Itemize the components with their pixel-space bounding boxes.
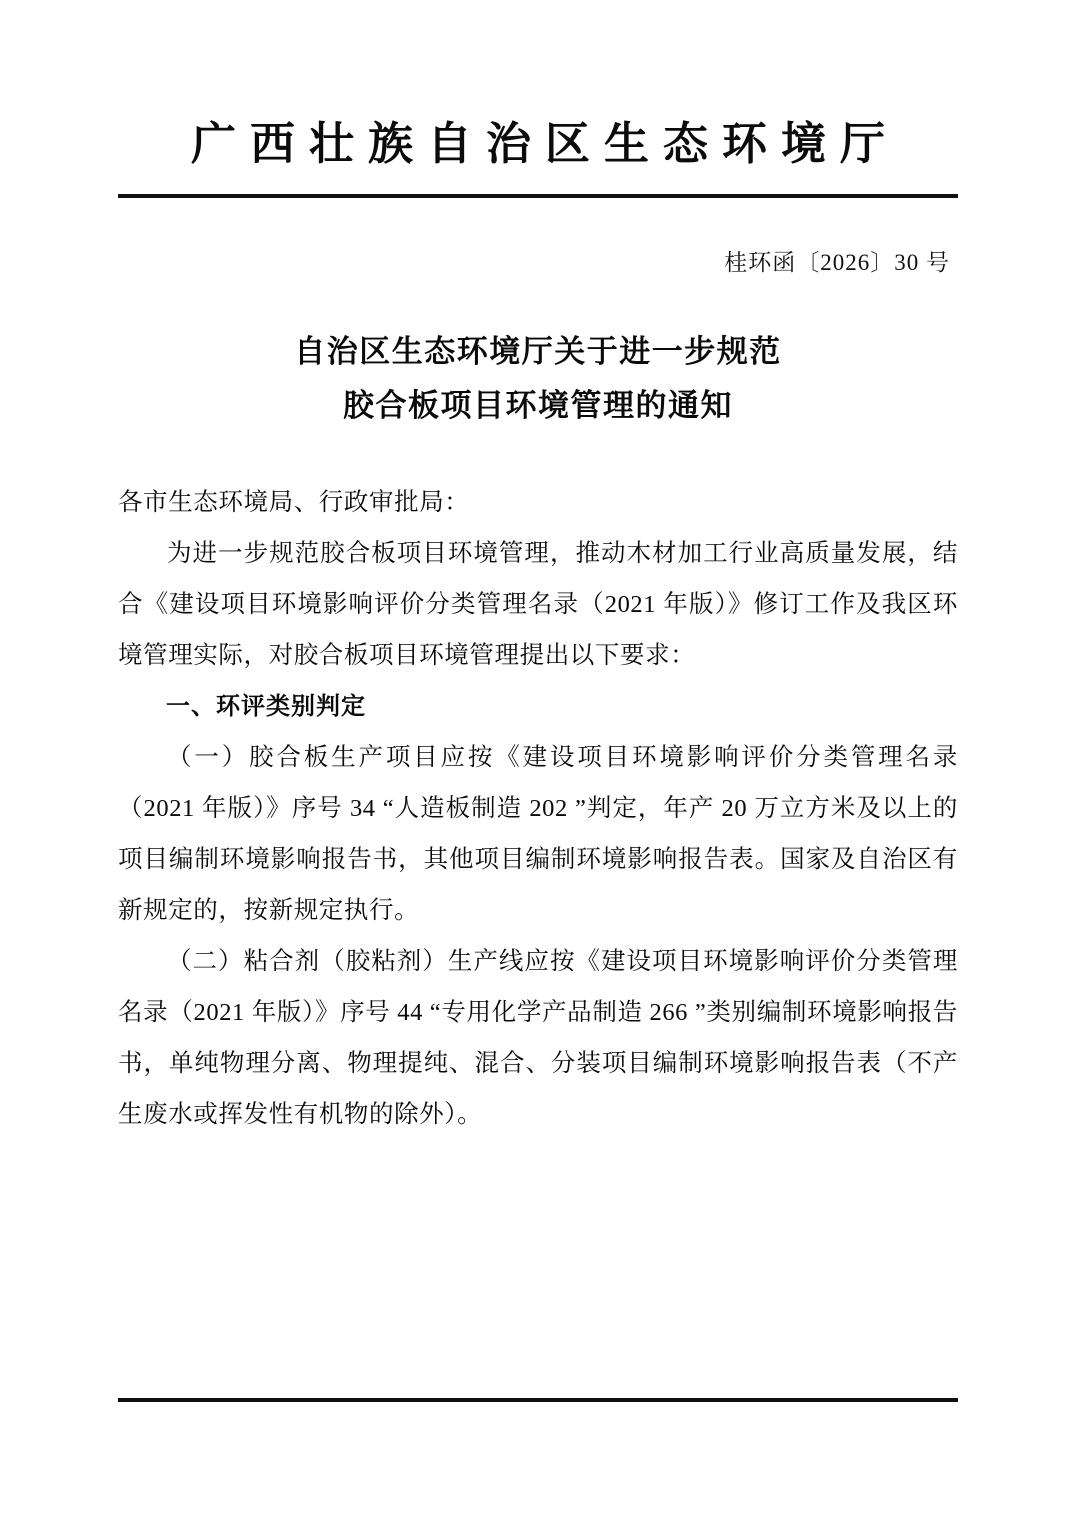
page-title-line-2: 胶合板项目环境管理的通知 bbox=[343, 388, 733, 424]
document-content bbox=[118, 0, 958, 1520]
page-title-line-1: 自治区生态环境厅关于进一步规范 bbox=[294, 333, 782, 370]
masthead-divider bbox=[118, 194, 958, 198]
salutation: 各市生态环境局、行政审批局： bbox=[118, 489, 470, 517]
document-body bbox=[118, 477, 958, 1140]
section-heading-1: 一、环评类别判定 bbox=[166, 692, 366, 721]
document-number: 桂环函〔2026〕30 号 bbox=[724, 249, 950, 275]
page-title bbox=[118, 325, 958, 434]
masthead bbox=[118, 0, 958, 198]
section-1-item-1: （一）胶合板生产项目应按《建设项目环境影响评价分类管理名录（2021 年版）》序号 34 “人造板制造 202 ”判定，年产 20 万立方米及以上的项目编制环境影响报告书，其他项目编制环境影响报告表。国家及自治区有新规定的，按新规定执行。 bbox=[118, 744, 958, 925]
footer-divider bbox=[118, 1398, 958, 1402]
issuing-organization: 广西壮族自治区生态环境厅 bbox=[190, 117, 899, 170]
section-1-item-2: （二）粘合剂（胶粘剂）生产线应按《建设项目环境影响评价分类管理名录（2021 年版）》序号 44 “专用化学产品制造 266 ”类别编制环境影响报告书，单纯物理分离、物理提纯、混合、分装项目编制环境影响报告表（不产生废水或挥发性有机物的除外）。 bbox=[118, 948, 958, 1129]
body-paragraph: 为进一步规范胶合板项目环境管理，推动木材加工行业高质量发展，结合《建设项目环境影响评价分类管理名录（2021 年版）》修订工作及我区环境管理实际，对胶合板项目环境管理提出以下要求： bbox=[118, 540, 958, 670]
